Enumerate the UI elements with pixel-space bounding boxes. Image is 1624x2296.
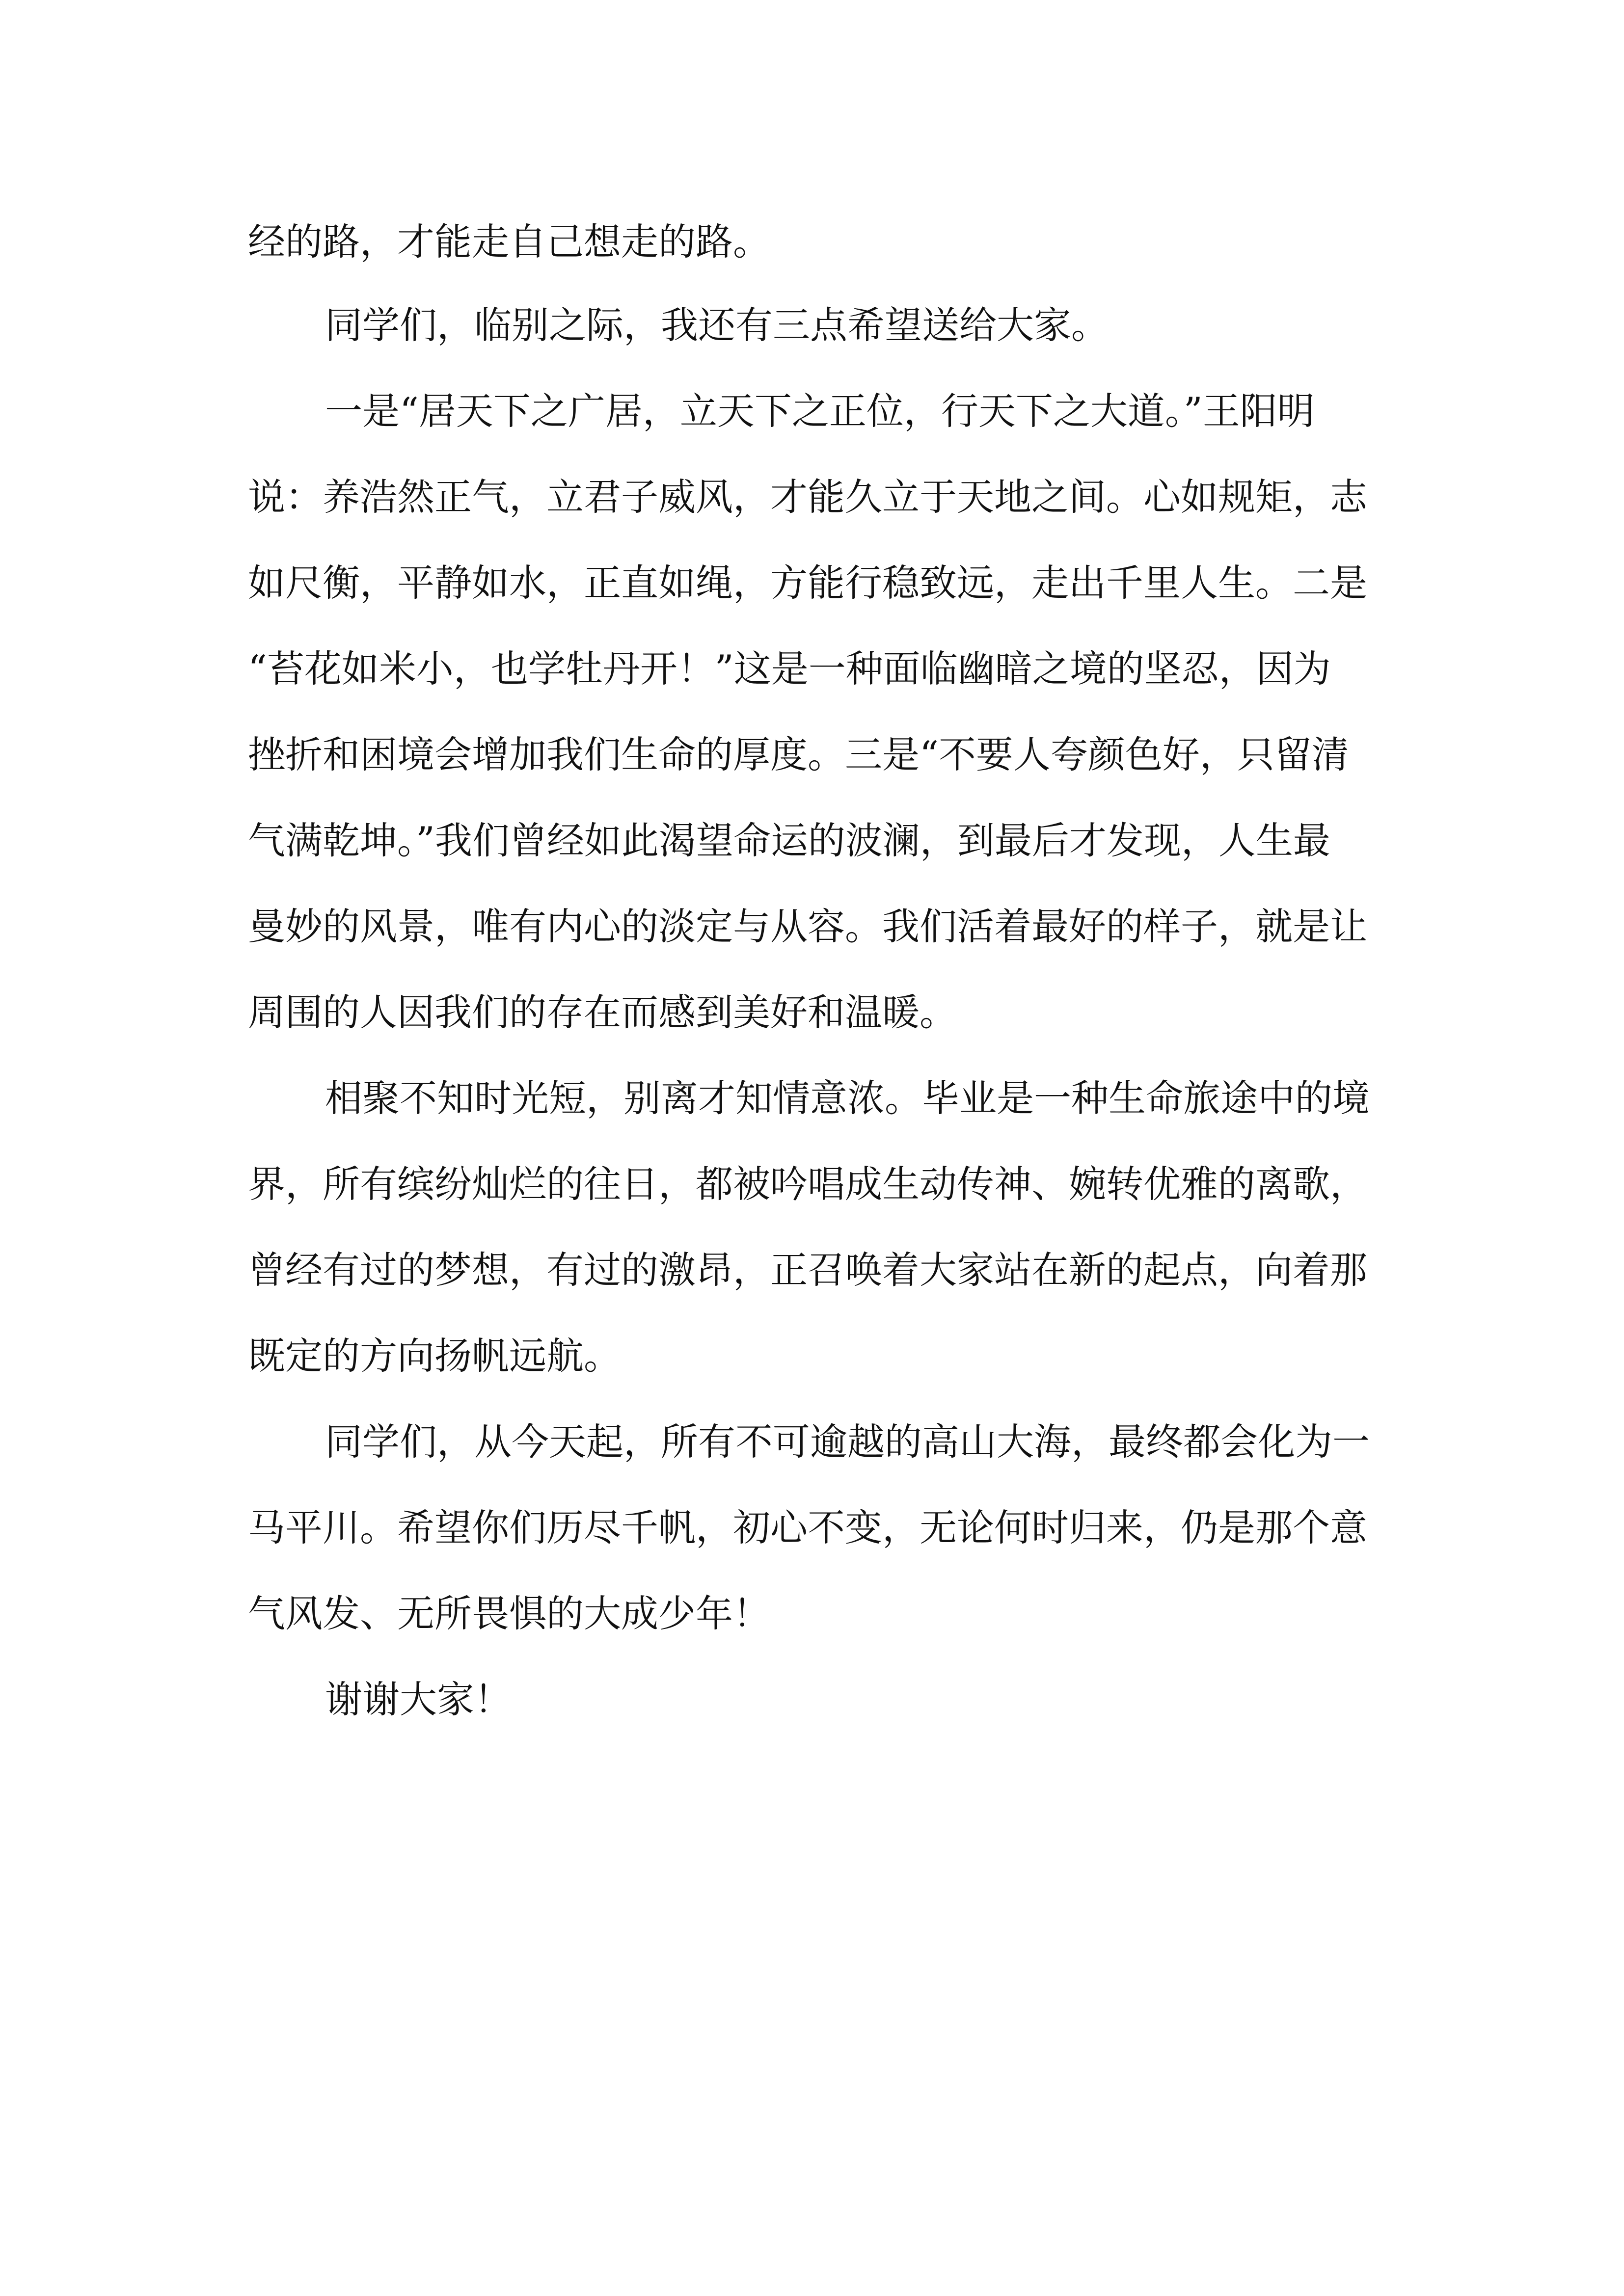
- text-line: 相聚不知时光短，别离才知情意浓。毕业是一种生命旅途中的境: [325, 1076, 1370, 1120]
- text-line: “苔花如米小，也学牡丹开！”这是一种面临幽暗之境的坚忍，因为: [248, 647, 1331, 691]
- text-line: 曾经有过的梦想，有过的激昂，正召唤着大家站在新的起点，向着那: [248, 1248, 1367, 1292]
- text-line: 界，所有缤纷灿烂的往日，都被吟唱成生动传神、婉转优雅的离歌，: [248, 1162, 1367, 1206]
- text-line: 气风发、无所畏惧的大成少年！: [248, 1592, 770, 1635]
- text-line: 曼妙的风景，唯有内心的淡定与从容。我们活着最好的样子，就是让: [248, 905, 1367, 948]
- text-line: 马平川。希望你们历尽千帆，初心不变，无论何时归来，仍是那个意: [248, 1506, 1367, 1549]
- text-line: 气满乾坤。”我们曾经如此渴望命运的波澜，到最后才发现，人生最: [248, 819, 1330, 862]
- text-line: 周围的人因我们的存在而感到美好和温暖。: [248, 990, 957, 1034]
- text-line: 如尺衡，平静如水，正直如绳，方能行稳致远，走出千里人生。二是: [248, 561, 1367, 605]
- text-line: 经的路，才能走自己想走的路。: [248, 220, 770, 264]
- text-line: 一是“居天下之广居，立天下之正位，行天下之大道。”王阳明: [325, 389, 1315, 433]
- text-line: 同学们，临别之际，我还有三点希望送给大家。: [325, 303, 1109, 347]
- text-line: 说：养浩然正气，立君子威风，才能久立于天地之间。心如规矩，志: [248, 475, 1367, 519]
- text-line: 既定的方向扬帆远航。: [248, 1334, 621, 1378]
- text-line: 同学们，从今天起，所有不可逾越的高山大海，最终都会化为一: [325, 1420, 1370, 1464]
- text-line: 谢谢大家！: [325, 1678, 512, 1721]
- text-line: 挫折和困境会增加我们生命的厚度。三是“不要人夸颜色好，只留清: [248, 733, 1349, 776]
